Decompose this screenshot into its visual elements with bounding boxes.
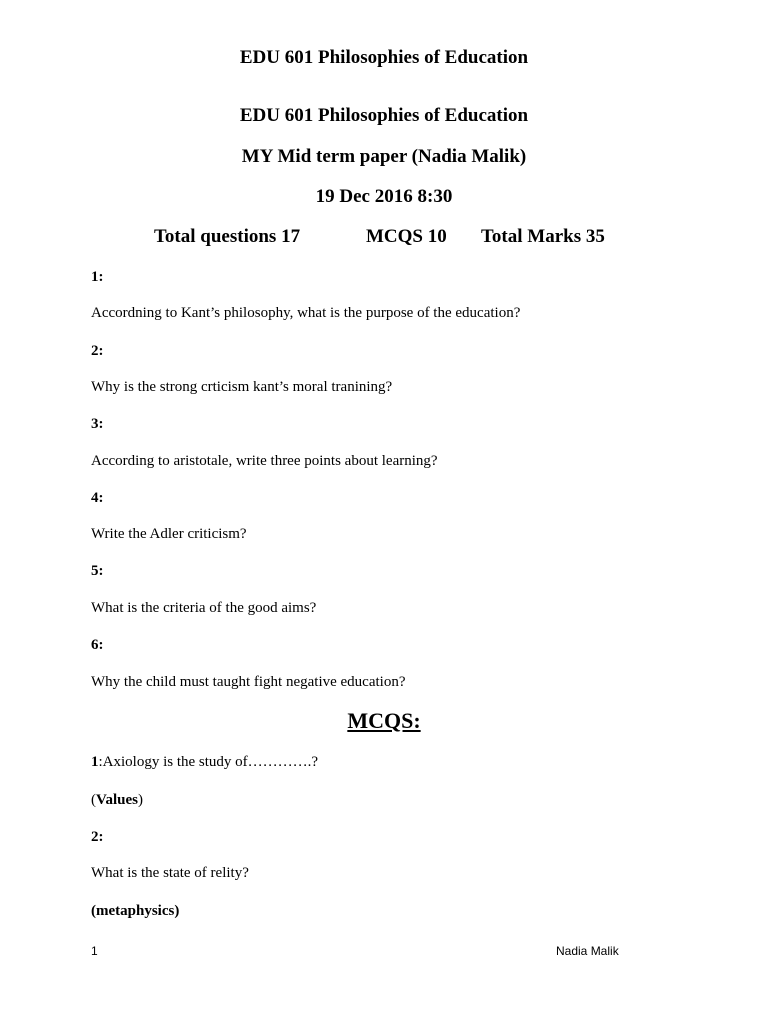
total-questions: Total questions 17: [154, 226, 301, 247]
mcq-number: 1: [91, 754, 99, 770]
mcq-question-text: What is the state of relity?: [91, 865, 249, 881]
document-title-repeat: EDU 601 Philosophies of Education: [239, 105, 529, 126]
paper-date: 19 Dec 2016 8:30: [315, 186, 453, 207]
mcq-number: 2:: [91, 829, 104, 845]
question-number: 4:: [91, 490, 104, 506]
total-marks: Total Marks 35: [481, 226, 605, 247]
mcq-answer: [91, 901, 179, 921]
paper-summary: [0, 225, 768, 249]
question-number: 2:: [91, 343, 104, 359]
mcq-answer: [91, 790, 143, 810]
question-number: 5:: [91, 563, 104, 579]
mcq-answer-text: (metaphysics): [91, 903, 180, 919]
mcq-answer-text: Values: [96, 792, 138, 808]
question-number: 3:: [91, 416, 104, 432]
question-text: Write the Adler criticism?: [91, 526, 247, 542]
mcqs-count: MCQS 10: [366, 226, 447, 247]
paper-subtitle: MY Mid term paper (Nadia Malik): [241, 146, 527, 167]
question-text: Accordning to Kant’s philosophy, what is the purpose of the education?: [91, 305, 521, 321]
page-number: 1: [91, 944, 98, 958]
question-text: Why is the strong crticism kant’s moral tranining?: [91, 379, 393, 395]
question-text: According to aristotale, write three points about learning?: [91, 453, 438, 469]
question-text: What is the criteria of the good aims?: [91, 600, 317, 616]
mcq-question-text: :Axiology is the study of………….?: [98, 754, 319, 770]
document-title: EDU 601 Philosophies of Education: [239, 47, 529, 68]
mcq-answer-close: ): [137, 792, 143, 808]
mcq-question: [91, 752, 318, 772]
mcqs-heading: MCQS:: [347, 708, 421, 733]
mcq-answer-open: (: [91, 792, 96, 808]
footer-author: Nadia Malik: [556, 944, 619, 958]
question-number: 1:: [91, 269, 104, 285]
question-text: Why the child must taught fight negative education?: [91, 674, 406, 690]
question-number: 6:: [91, 637, 104, 653]
